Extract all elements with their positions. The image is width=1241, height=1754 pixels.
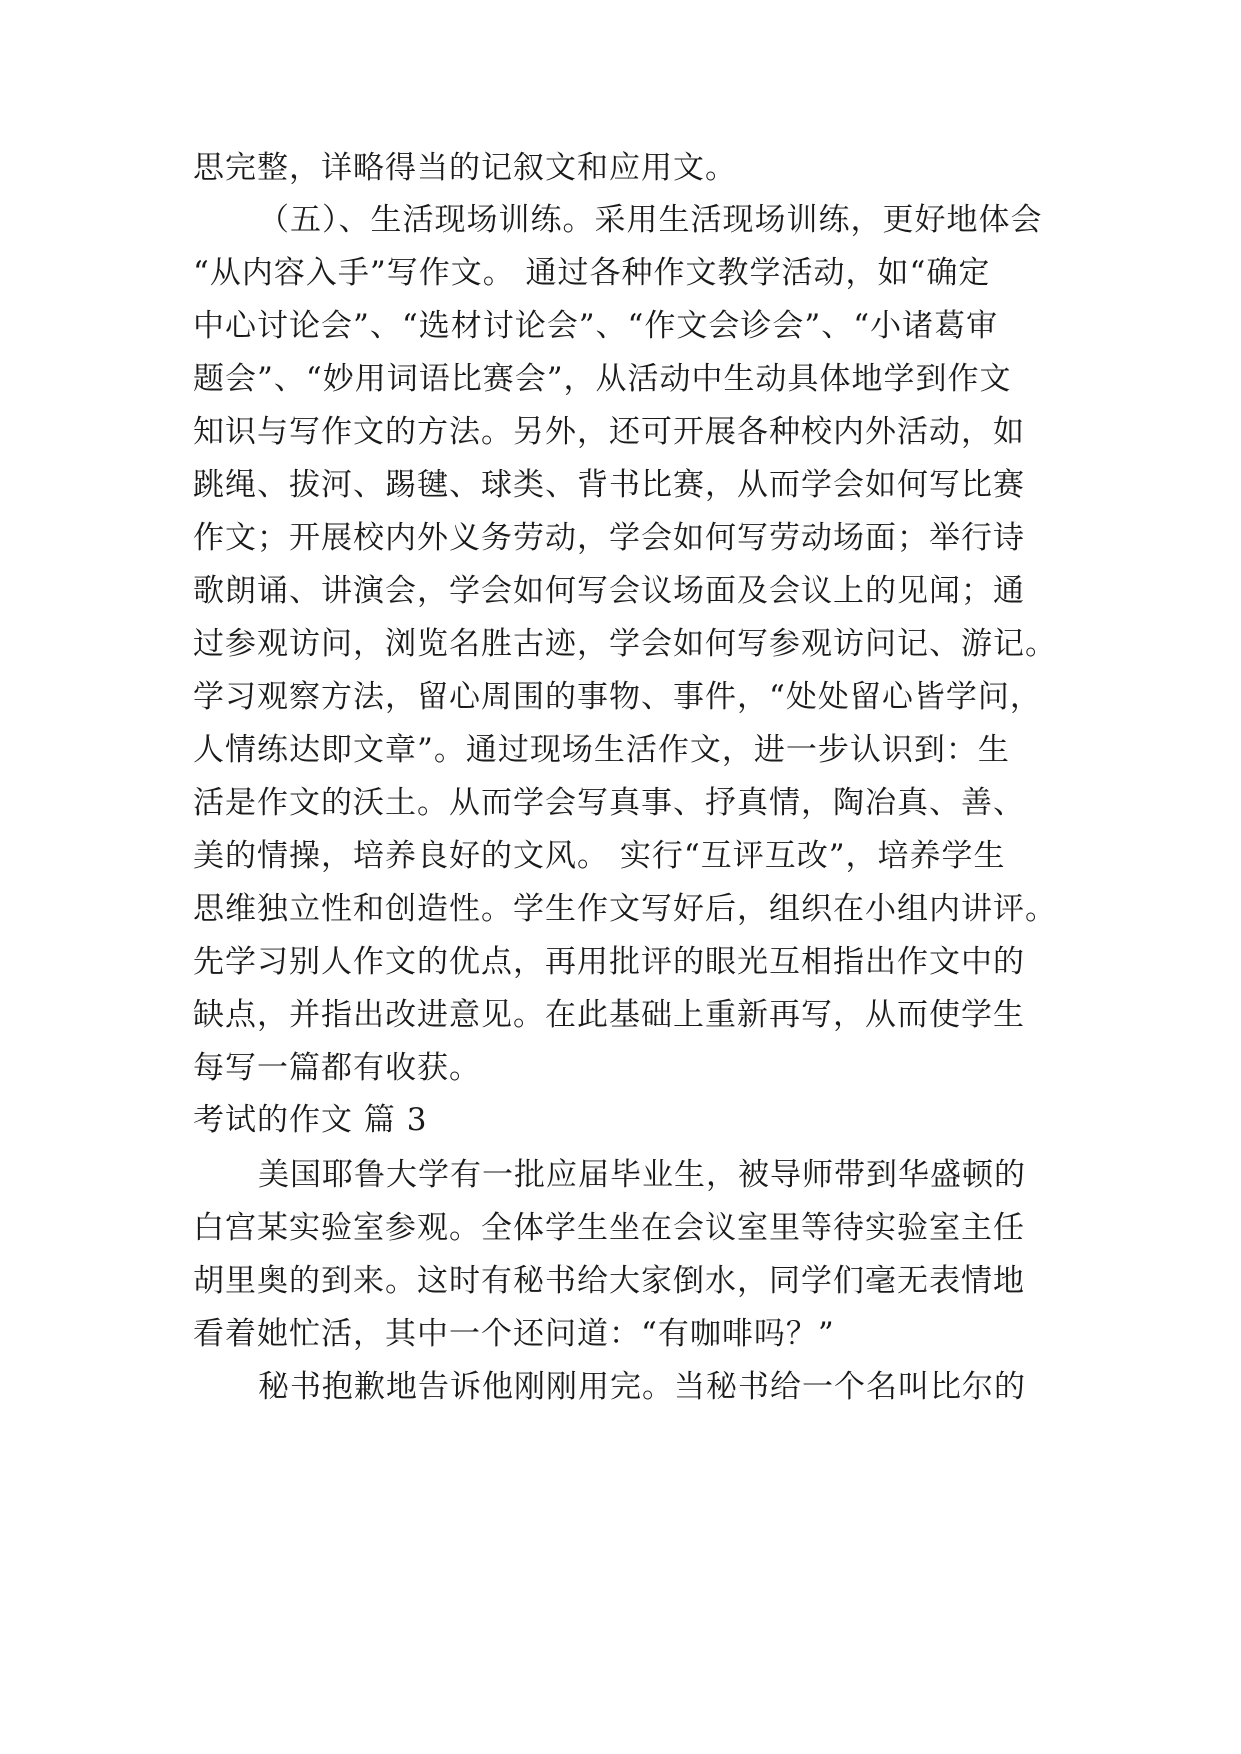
text-line: 题会”、“妙用词语比赛会”，从活动中生动具体地学到作文 (193, 361, 1012, 397)
text-line: 思完整，详略得当的记叙文和应用文。 (193, 150, 737, 186)
text-line: 活是作文的沃土。从而学会写真事、抒真情，陶冶真、善、 (193, 785, 1025, 821)
text-line: 人情练达即文章”。通过现场生活作文，进一步认识到：生 (193, 732, 1010, 768)
text-line: “从内容入手”写作文。 通过各种作文教学活动，如“确定 (193, 255, 991, 291)
text-line: 缺点，并指出改进意见。在此基础上重新再写，从而使学生 (193, 997, 1025, 1033)
text-line: 歌朗诵、讲演会，学会如何写会议场面及会议上的见闻；通 (193, 573, 1025, 609)
text-line: 秘书抱歉地告诉他刚刚用完。当秘书给一个名叫比尔的 (258, 1369, 1026, 1405)
text-line: 白宫某实验室参观。全体学生坐在会议室里等待实验室主任 (193, 1210, 1025, 1246)
text-line: 先学习别人作文的优点，再用批评的眼光互相指出作文中的 (193, 944, 1025, 980)
section-heading: 考试的作文 篇 3 (193, 1102, 428, 1138)
text-line: （五）、生活现场训练。采用生活现场训练，更好地体会 (258, 202, 1043, 238)
text-line: 美国耶鲁大学有一批应届毕业生，被导师带到华盛顿的 (258, 1157, 1026, 1193)
text-line: 看着她忙活，其中一个还问道：“有咖啡吗？” (193, 1316, 835, 1352)
text-line: 学习观察方法，留心周围的事物、事件，“处处留心皆学问， (193, 679, 1042, 715)
text-line: 思维独立性和创造性。学生作文写好后，组织在小组内讲评。 (193, 891, 1057, 927)
text-line: 作文；开展校内外义务劳动，学会如何写劳动场面；举行诗 (193, 520, 1025, 556)
text-line: 知识与写作文的方法。另外，还可开展各种校内外活动，如 (193, 414, 1025, 450)
text-line: 过参观访问，浏览名胜古迹，学会如何写参观访问记、游记。 (193, 626, 1057, 662)
text-line: 中心讨论会”、“选材讨论会”、“作文会诊会”、“小诸葛审 (193, 308, 999, 344)
text-line: 跳绳、拔河、踢毽、球类、背书比赛，从而学会如何写比赛 (193, 467, 1025, 503)
text-line: 美的情操，培养良好的文风。 实行“互评互改”，培养学生 (193, 838, 1006, 874)
text-line: 胡里奥的到来。这时有秘书给大家倒水，同学们毫无表情地 (193, 1263, 1025, 1299)
text-line: 每写一篇都有收获。 (193, 1050, 481, 1086)
